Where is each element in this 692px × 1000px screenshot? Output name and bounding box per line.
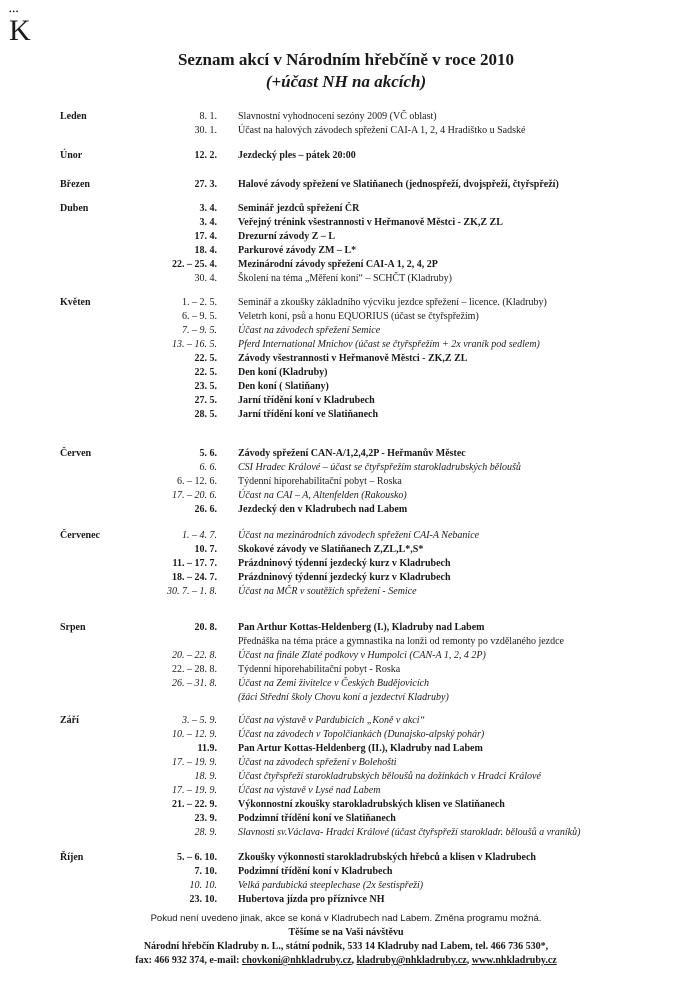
event-date: 23. 10. (189, 894, 217, 905)
month-label: Červenec (60, 530, 100, 541)
schedule-row (0, 571, 692, 585)
event-name: Zkoušky výkonnosti starokladrubských hřebců a klisen v Kladrubech (238, 852, 536, 863)
schedule-row (0, 310, 692, 324)
event-name: Prázdninový týdenní jezdecký kurz v Kladrubech (238, 558, 451, 569)
event-date: 22. 5. (194, 353, 217, 364)
event-date: 23. 5. (194, 381, 217, 392)
event-name: Účast na výstavě v Pardubicích „Koně v akci“ (238, 715, 426, 726)
event-name: Den koní (Kladruby) (238, 367, 328, 378)
event-date: 20. – 22. 8. (172, 650, 217, 661)
event-date: 10. – 12. 9. (172, 729, 217, 740)
event-date: 3. 4. (199, 217, 217, 228)
event-date: 10. 10. (189, 880, 217, 891)
event-date: 11.9. (197, 743, 217, 754)
event-date: 3. 4. (199, 203, 217, 214)
event-name: Pferd International Mnichov (účast se čtyřspřežím + 2x vraník pod sedlem) (238, 339, 540, 350)
event-name: Velká pardubická steeplechase (2x šestispřeží) (238, 880, 424, 891)
schedule-row (0, 770, 692, 784)
event-name: Účast na finále Zlaté podkovy v Humpolci (CAN-A 1, 2, 4 2P) (238, 650, 486, 661)
event-date: 18. 4. (194, 245, 217, 256)
event-name: Jarní třídění koní v Kladrubech (238, 395, 375, 406)
event-date: 18. 9. (194, 771, 217, 782)
event-date: 20. 8. (194, 622, 217, 633)
schedule-row (0, 798, 692, 812)
event-name: Mezinárodní závody spřežení CAI-A 1, 2, 4, 2P (238, 259, 438, 270)
schedule-row (0, 879, 692, 893)
event-name: Účast na Zemi živitelce v Českých Budějovicích (238, 678, 430, 689)
schedule-row (0, 635, 692, 649)
event-name: Pan Arthur Kottas-Heldenberg (I.), Kladruby nad Labem (238, 622, 485, 633)
schedule-row (0, 893, 692, 907)
event-name: Parkurové závody ZM – L* (238, 245, 357, 256)
event-name: Závody spřežení CAN-A/1,2,4,2P - Heřmanův Městec (238, 448, 466, 459)
schedule-row (0, 585, 692, 599)
schedule-row (0, 543, 692, 557)
event-name: Závody všestrannosti v Heřmanově Městci - ZK,Z ZL (238, 353, 468, 364)
event-name: Podzimní třídění koní v Kladrubech (238, 866, 393, 877)
schedule-row (0, 851, 692, 865)
schedule-row (0, 865, 692, 879)
event-name: Prázdninový týdenní jezdecký kurz v Kladrubech (238, 572, 451, 583)
event-date: 6. – 12. 6. (177, 476, 217, 487)
event-date: 11. – 17. 7. (172, 558, 217, 569)
email-link-chovkoni[interactable]: chovkoni@nhkladruby.cz (241, 955, 352, 966)
event-date: 22. 5. (194, 367, 217, 378)
event-date: 6. 6. (199, 462, 217, 473)
event-name: Veřejný trénink všestrannosti v Heřmanově Městci - ZK,Z ZL (238, 217, 503, 228)
event-name: Účast na mezinárodních závodech spřežení CAI-A Nebanice (238, 530, 480, 541)
footer-note: Pokud není uvedeno jinak, akce se koná v Kladrubech nad Labem. Změna programu možná. (150, 913, 542, 924)
event-name: Seminář a zkoušky základního výcviku jezdce spřežení – licence. (Kladruby) (238, 297, 547, 308)
event-name: Účast na závodech spřežení v Bolehošti (238, 757, 397, 768)
schedule-row (0, 475, 692, 489)
web-link[interactable]: www.nhkladruby.cz (471, 955, 557, 966)
schedule-row (0, 408, 692, 422)
event-name: Jezdecký den v Kladrubech nad Labem (238, 504, 408, 515)
event-date: 22. – 25. 4. (172, 259, 217, 270)
page-subtitle: (+účast NH na akcích) (265, 72, 427, 91)
event-date: 21. – 22. 9. (172, 799, 217, 810)
schedule-row (0, 230, 692, 244)
event-name: Týdenní hiporehabilitační pobyt - Roska (238, 664, 401, 675)
schedule-row (0, 691, 692, 705)
schedule-row (0, 394, 692, 408)
schedule-row (0, 380, 692, 394)
month-label: Únor (60, 150, 83, 161)
email-link-kladruby[interactable]: kladruby@nhkladruby.cz (356, 955, 467, 966)
schedule-row (0, 756, 692, 770)
event-name: Týdenní hiporehabilitační pobyt – Roska (238, 476, 402, 487)
event-name: Jezdecký ples – pátek 20:00 (238, 150, 356, 161)
event-name: Výkonnostní zkoušky starokladrubských klisen ve Slatiňanech (238, 799, 505, 810)
event-date: 12. 2. (194, 150, 217, 161)
schedule-row (0, 728, 692, 742)
month-label: Září (60, 715, 79, 726)
footer-contact: fax: 466 932 374, e-mail: chovkoni@nhkladruby.cz, kladruby@nhkladruby.cz, www.nhkladruby.cz (135, 955, 557, 966)
footer-greeting: Těšíme se na Vaši návštěvu (288, 927, 404, 938)
event-name: Skokové závody ve Slatiňanech Z,ZL,L*,S* (238, 544, 424, 555)
schedule-row (0, 202, 692, 216)
month-label: Leden (60, 111, 87, 122)
schedule-row (0, 621, 692, 635)
schedule-row (0, 110, 692, 124)
event-name: Seminář jezdců spřežení ČR (238, 203, 360, 214)
event-name: Účast na výstavě v Lysé nad Labem (238, 785, 381, 796)
event-date: 27. 5. (194, 395, 217, 406)
schedule-row (0, 784, 692, 798)
event-date: 3. – 5. 9. (182, 715, 217, 726)
schedule-row (0, 677, 692, 691)
event-name: Drezurní závody Z – L (238, 231, 336, 242)
event-date: 28. 9. (194, 827, 217, 838)
event-name: CSI Hradec Králové – účast se čtyřspřežím starokladrubských běloušů (238, 462, 521, 473)
event-name: Účast na závodech v Topolčiankách (Dunajsko-alpský pohár) (238, 729, 485, 740)
month-label: Březen (60, 179, 90, 190)
event-name: Účast na CAI – A, Altenfelden (Rakousko) (238, 490, 407, 501)
event-date: 30. 1. (194, 125, 217, 136)
month-label: Srpen (60, 622, 86, 633)
schedule-row (0, 149, 692, 163)
event-date: 8. 1. (199, 111, 217, 122)
event-date: 26. 6. (194, 504, 217, 515)
event-date: 30. 4. (194, 273, 217, 284)
event-name: Jarní třídění koní ve Slatiňanech (238, 409, 379, 420)
schedule-row (0, 503, 692, 517)
event-date: 28. 5. (194, 409, 217, 420)
schedule-row (0, 663, 692, 677)
schedule-row (0, 366, 692, 380)
page-title: Seznam akcí v Národním hřebčíně v roce 2010 (177, 50, 515, 69)
event-date: 6. – 9. 5. (182, 311, 217, 322)
event-name: Školení na téma „Měření koní“ – SCHČT (Kladruby) (238, 273, 452, 284)
month-label: Říjen (60, 852, 84, 863)
event-date: 7. 10. (194, 866, 217, 877)
event-date: 22. – 28. 8. (172, 664, 217, 675)
event-name: Účast na halových závodech spřežení CAI-A 1, 2, 4 Hradištko u Sadské (238, 125, 526, 136)
event-name: Veletrh koní, psů a honu EQUORIUS (účast se čtyřspřežím) (238, 311, 479, 322)
event-date: 1. – 4. 7. (182, 530, 217, 541)
event-name: Účast čtyřspřeží starokladrubských běloušů na dožínkách v Hradci Králové (238, 771, 541, 782)
schedule-row (0, 742, 692, 756)
event-name: Účast na MČR v soutěžích spřežení - Semice (238, 586, 417, 597)
event-name: Přednáška na téma práce a gymnastika na lonži od remonty po vzdělaného jezdce (238, 636, 564, 647)
event-date: 17. 4. (194, 231, 217, 242)
event-date: 1. – 2. 5. (182, 297, 217, 308)
event-name: Slavnosti sv.Václava- Hradci Králové (účast čtyřspřeží starokladr. běloušů a vraníků) (238, 827, 581, 838)
footer-fax: fax: 466 932 374, e-mail: (135, 955, 240, 966)
schedule-row (0, 272, 692, 286)
logo-dots: ••• (9, 8, 20, 16)
schedule-row (0, 124, 692, 138)
event-name: Účast na závodech spřežení Semice (238, 325, 381, 336)
event-date: 13. – 16. 5. (172, 339, 217, 350)
schedule-row (0, 649, 692, 663)
event-date: 5. 6. (199, 448, 217, 459)
schedule-row (0, 296, 692, 310)
month-label: Duben (60, 203, 89, 214)
month-label: Květen (60, 297, 91, 308)
schedule-row (0, 529, 692, 543)
schedule-row (0, 447, 692, 461)
event-date: 23. 9. (194, 813, 217, 824)
schedule-row (0, 826, 692, 840)
month-label: Červen (60, 448, 92, 459)
schedule-row (0, 352, 692, 366)
event-date: 30. 7. – 1. 8. (167, 586, 217, 597)
event-date: 27. 3. (194, 179, 217, 190)
event-date: 7. – 9. 5. (182, 325, 217, 336)
event-date: 5. – 6. 10. (177, 852, 217, 863)
event-name: Pan Artur Kottas-Heldenberg (II.), Kladruby nad Labem (238, 743, 483, 754)
event-date: 26. – 31. 8. (172, 678, 217, 689)
schedule-row (0, 324, 692, 338)
event-date: 17. – 19. 9. (172, 785, 217, 796)
event-date: 10. 7. (194, 544, 217, 555)
event-name: Podzimní třídění koní ve Slatiňanech (238, 813, 396, 824)
schedule-row (0, 258, 692, 272)
event-date: 18. – 24. 7. (172, 572, 217, 583)
event-name: Hubertova jízda pro příznivce NH (238, 894, 385, 905)
event-date: 17. – 19. 9. (172, 757, 217, 768)
schedule-row (0, 338, 692, 352)
schedule-row (0, 714, 692, 728)
schedule-row (0, 812, 692, 826)
schedule-row (0, 178, 692, 192)
schedule-row (0, 489, 692, 503)
schedule-row (0, 461, 692, 475)
schedule-row (0, 244, 692, 258)
logo-letter: K (9, 14, 31, 47)
footer-address: Národní hřebčín Kladruby n. L., státní podnik, 533 14 Kladruby nad Labem, tel. 466 736 530*, (143, 941, 549, 952)
event-name: Halové závody spřežení ve Slatiňanech (jednospřeží, dvojspřeží, čtyřspřeží) (238, 179, 559, 190)
schedule-row (0, 557, 692, 571)
event-name: Den koní ( Slatiňany) (238, 381, 329, 392)
schedule-row (0, 216, 692, 230)
event-name: Slavnostní vyhodnocení sezóny 2009 (VČ oblast) (238, 111, 437, 122)
event-date: 17. – 20. 6. (172, 490, 217, 501)
event-name: (žáci Střední školy Chovu koní a jezdectví Kladruby) (238, 692, 449, 703)
